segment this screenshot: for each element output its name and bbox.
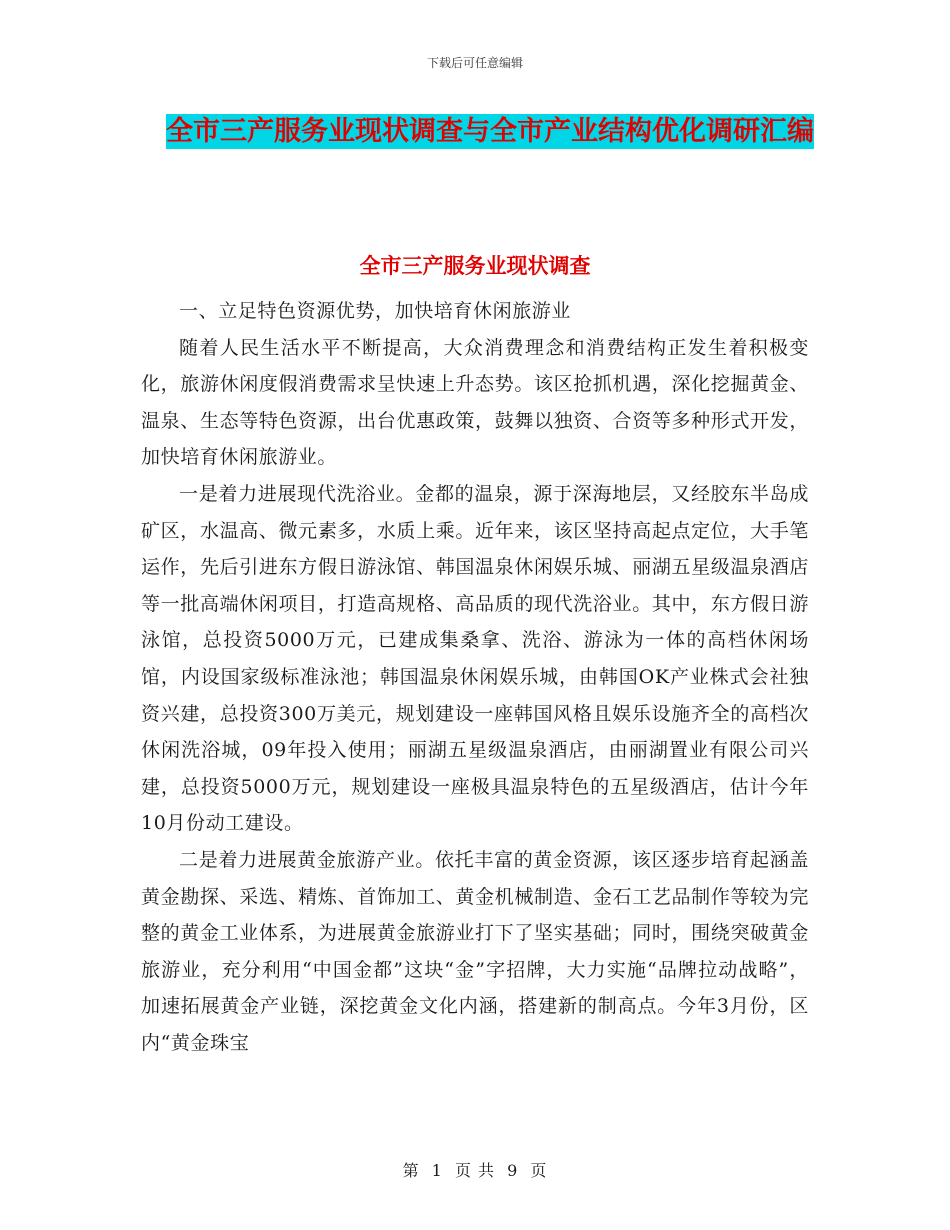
- page-suffix: 页: [530, 1161, 548, 1180]
- page-current: 1: [431, 1161, 443, 1180]
- body-text: [141, 293, 809, 1061]
- paragraph: 二是着力进展黄金旅游产业。依托丰富的黄金资源，该区逐步培育起涵盖黄金勘探、采选、精炼、首饰加工、黄金机械制造、金石工艺品制作等较为完整的黄金工业体系，为进展黄金旅游业打下了坚实基础；同时，围绕突破黄金旅游业，充分利用“中国金都”这块“金”字招牌，大力实施“品牌拉动战略”，加速拓展黄金产业链，深挖黄金文化内涵，搭建新的制高点。今年3月份，区内“黄金珠宝: [141, 848, 809, 1054]
- page-footer: [0, 1158, 950, 1181]
- main-title-text: 全市三产服务业现状调查与全市产业结构优化调研汇编: [166, 116, 814, 147]
- section-title: 全市三产服务业现状调查: [359, 254, 591, 278]
- page-total: 9: [507, 1161, 519, 1180]
- paragraph: 随着人民生活水平不断提高，大众消费理念和消费结构正发生着积极变化，旅游休闲度假消费需求呈快速上升态势。该区抢抓机遇，深化挖掘黄金、温泉、生态等特色资源，出台优惠政策，鼓舞以独资、合资等多种形式开发，加快培育休闲旅游业。: [141, 336, 809, 469]
- section-heading-paragraph: 一、立足特色资源优势，加快培育休闲旅游业: [179, 300, 572, 322]
- page-middle: 页 共: [454, 1161, 496, 1180]
- header-note: 下载后可任意编辑: [426, 56, 523, 70]
- page-prefix: 第: [402, 1161, 420, 1180]
- document-main-title: [160, 110, 820, 154]
- paragraph: 一是着力进展现代洗浴业。金都的温泉，源于深海地层，又经胶东半岛成矿区，水温高、微元素多，水质上乘。近年来，该区坚持高起点定位，大手笔运作，先后引进东方假日游泳馆、韩国温泉休闲娱乐城、丽湖五星级温泉酒店等一批高端休闲项目，打造高规格、高品质的现代洗浴业。其中，东方假日游泳馆，总投资5000万元，已建成集桑拿、洗浴、游泳为一体的高档休闲场馆，内设国家级标准泳池；韩国温泉休闲娱乐城，由韩国OK产业株式会社独资兴建，总投资300万美元，规划建设一座韩国风格且娱乐设施齐全的高档次休闲洗浴城，09年投入使用；丽湖五星级温泉酒店，由丽湖置业有限公司兴建，总投资5000万元，规划建设一座极具温泉特色的五星级酒店，估计今年10月份动工建设。: [141, 482, 809, 835]
